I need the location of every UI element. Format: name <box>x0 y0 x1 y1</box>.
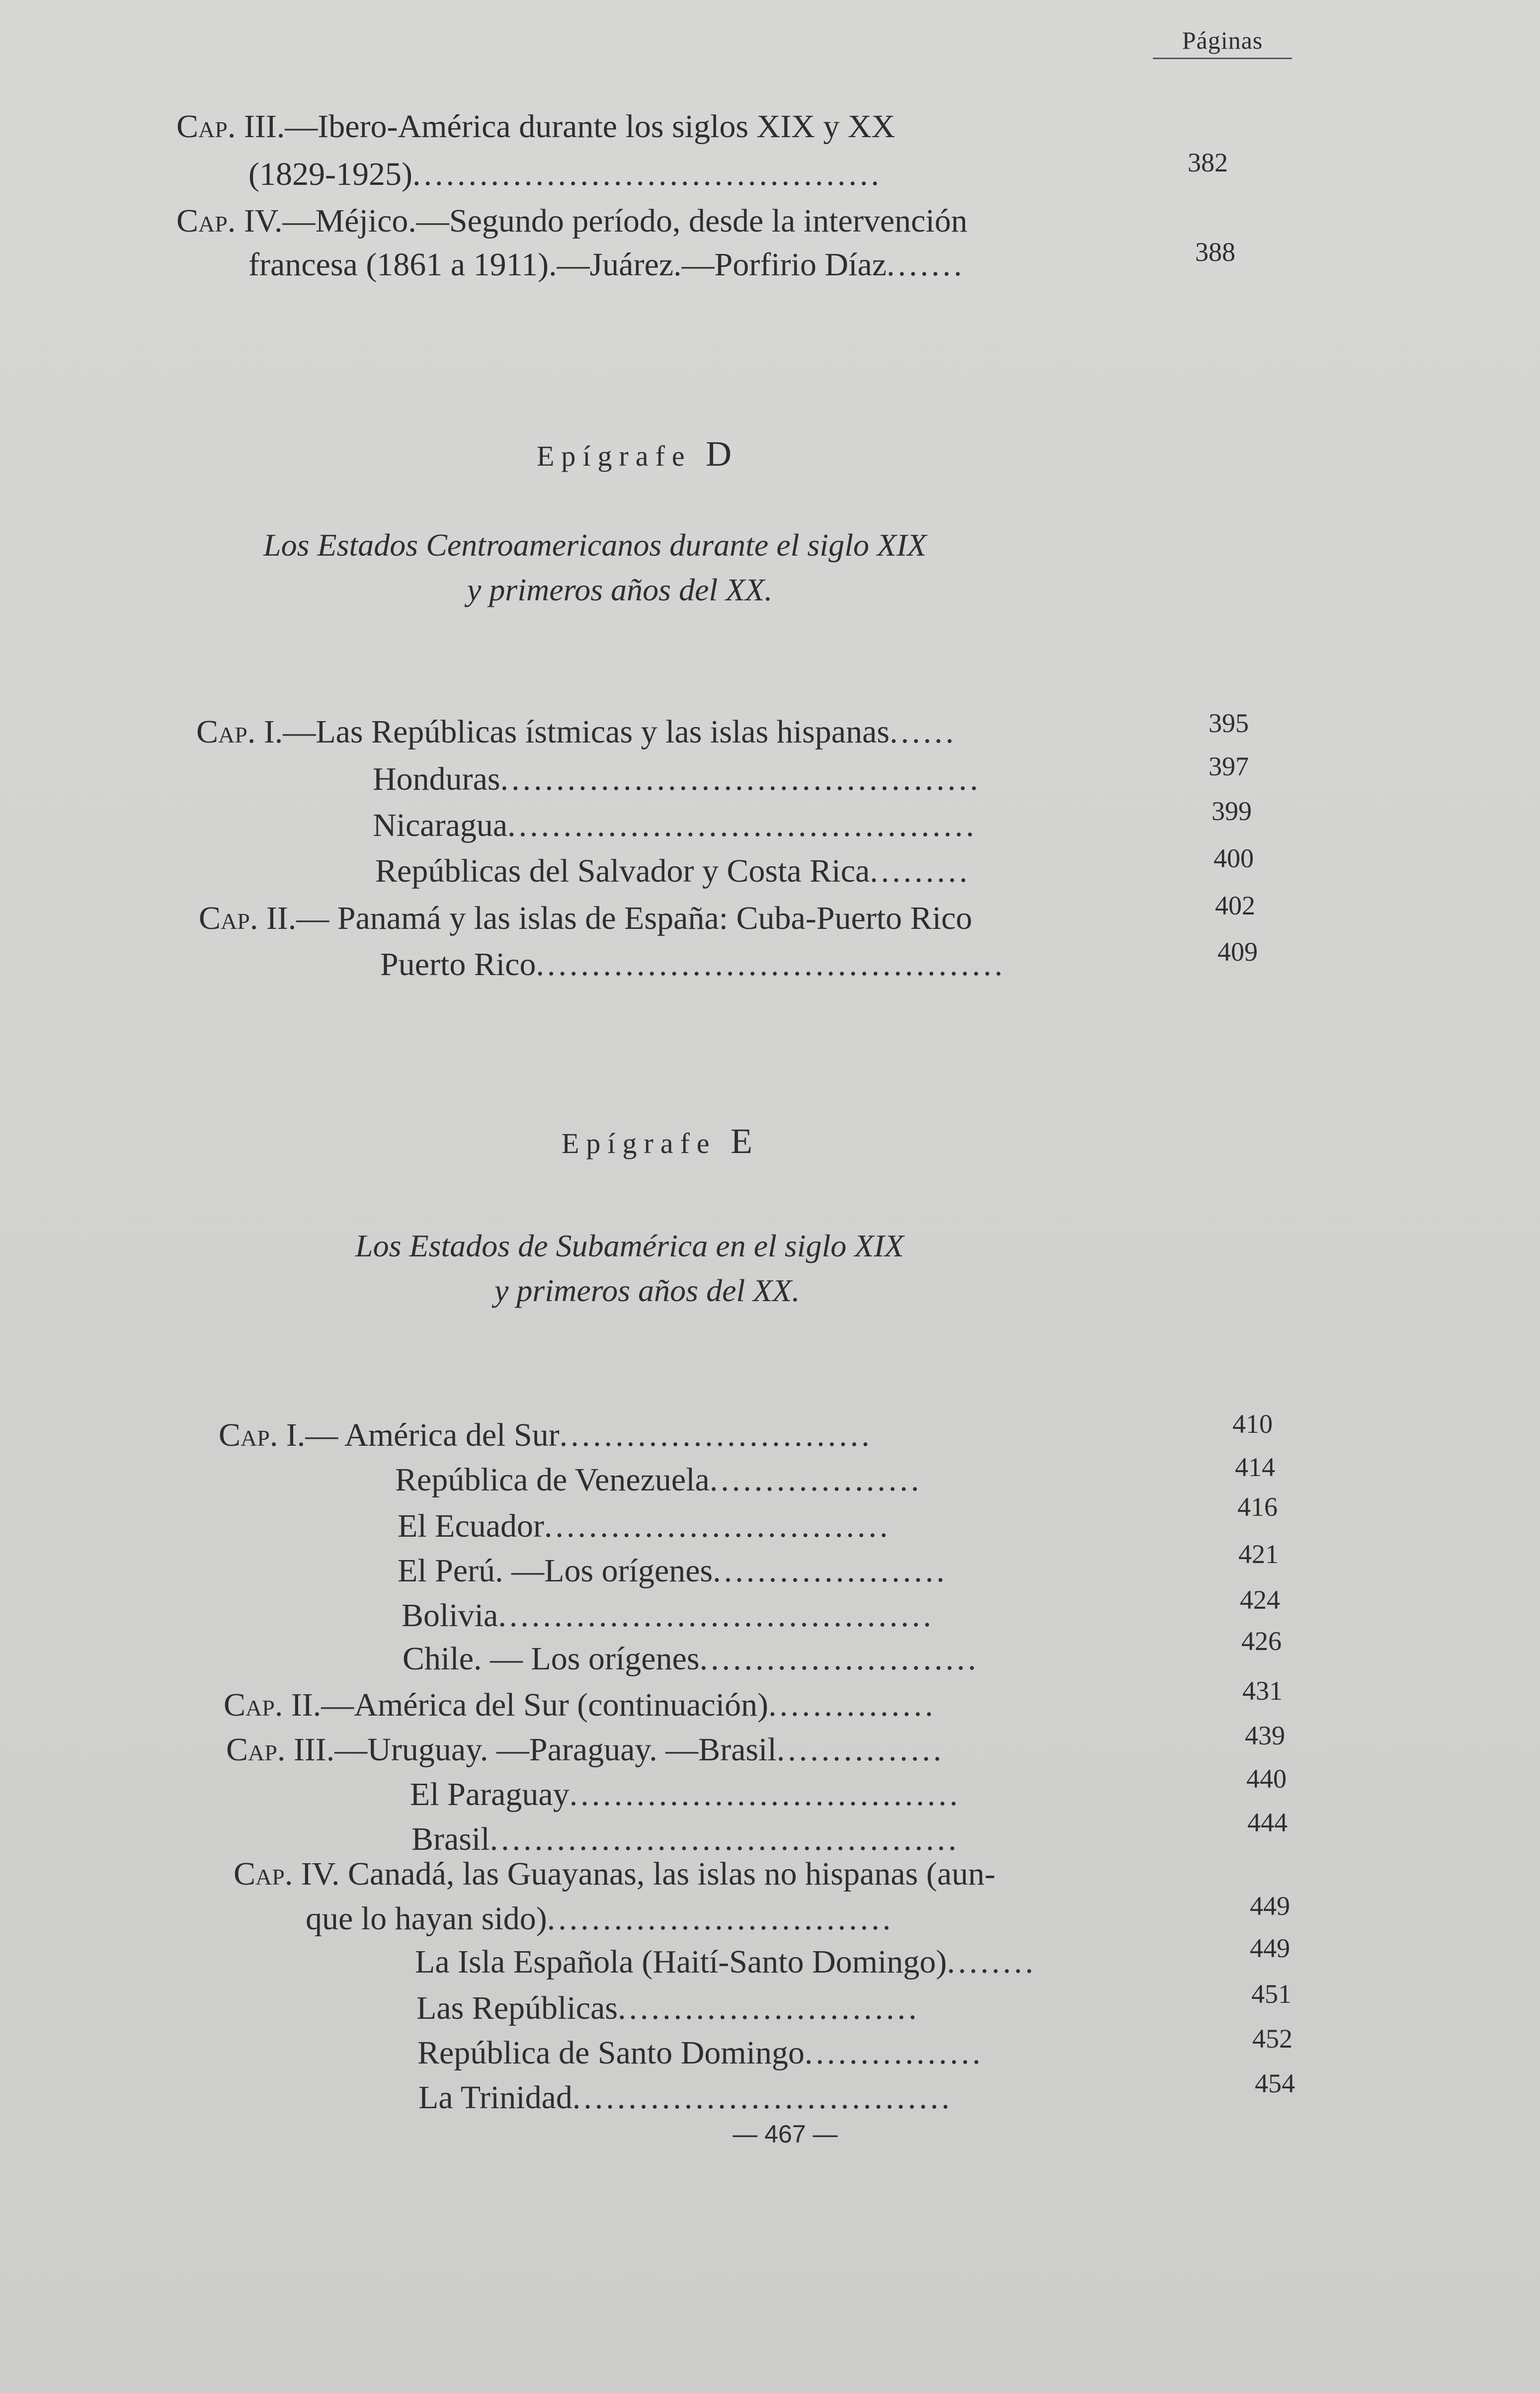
page-number: 440 <box>1246 1764 1287 1794</box>
toc-entry <box>234 1858 995 1891</box>
dot-leader: .......................................... <box>412 156 882 192</box>
dot-leader: .......................................... <box>507 807 977 843</box>
page-number: 416 <box>1237 1492 1278 1522</box>
section-label: Epígrafe <box>537 440 692 472</box>
toc-entry <box>418 2081 953 2114</box>
toc-entry <box>248 158 882 191</box>
toc-entry <box>395 1464 922 1496</box>
page-number: 402 <box>1215 891 1255 920</box>
dot-leader: ............................ <box>559 1417 873 1453</box>
dot-leader: ......................... <box>699 1641 979 1677</box>
entry-title: Nicaragua <box>373 807 508 843</box>
chapter-label: Cap. III. <box>226 1732 335 1768</box>
entry-title: La Trinidad <box>418 2079 572 2116</box>
section-subtitle: y primeros años del XX. <box>467 572 773 607</box>
entry-title: —Las Repúblicas ístmicas y las islas hispanas <box>283 714 890 750</box>
entry-title: Las Repúblicas <box>416 1990 618 2026</box>
toc-entry <box>226 1733 944 1766</box>
entry-title: —Méjico.—Segundo período, desde la intervención <box>282 203 968 239</box>
page-number: 451 <box>1251 1979 1292 2009</box>
dot-leader: ........................................... <box>500 761 981 797</box>
page-number: 449 <box>1250 1891 1290 1921</box>
toc-entry <box>248 248 965 281</box>
entry-title: Bolivia <box>402 1597 498 1634</box>
chapter-label: Cap. III. <box>176 108 285 145</box>
page-number: 399 <box>1212 796 1252 826</box>
page-number: 421 <box>1238 1539 1279 1569</box>
entry-title: El Ecuador <box>398 1508 545 1544</box>
page-number: 395 <box>1209 708 1249 738</box>
page-number: 426 <box>1241 1626 1282 1656</box>
page-number: 431 <box>1242 1676 1283 1706</box>
dot-leader: ................ <box>805 2035 984 2071</box>
section-letter: E <box>730 1121 753 1161</box>
page-number: 424 <box>1240 1585 1280 1615</box>
toc-entry <box>402 1599 934 1632</box>
page-number: 400 <box>1214 843 1254 873</box>
dot-leader: ....... <box>887 247 965 283</box>
page-number: 382 <box>1188 148 1228 177</box>
chapter-label: Cap. IV. <box>176 203 283 239</box>
entry-title: —Ibero-América durante los siglos XIX y XX <box>285 108 895 145</box>
toc-entry <box>176 205 968 238</box>
page-number: 449 <box>1250 1933 1290 1963</box>
section-heading-d <box>537 433 731 475</box>
dot-leader: ....................................... <box>498 1597 934 1634</box>
dot-leader: ..................... <box>713 1553 948 1589</box>
toc-entry <box>199 902 972 935</box>
page-footer-number: — 467 — <box>732 2120 838 2148</box>
section-letter: D <box>706 434 732 474</box>
entry-title: Canadá, las Guayanas, las islas no hispanas (aun- <box>339 1856 996 1892</box>
entry-title: que lo hayan sido) <box>306 1900 547 1937</box>
entry-title: francesa (1861 a 1911).—Juárez.—Porfirio Díaz <box>248 247 887 283</box>
entry-title: Honduras <box>373 761 500 797</box>
toc-entry <box>176 110 895 143</box>
toc-entry <box>403 1643 979 1675</box>
dot-leader: ............... <box>776 1732 945 1768</box>
dot-leader: ................................... <box>569 1776 961 1813</box>
toc-entry <box>373 763 981 796</box>
entry-title: Chile. — Los orígenes <box>403 1641 700 1677</box>
toc-entry <box>415 1946 1036 1979</box>
section-label: Epígrafe <box>562 1127 717 1159</box>
section-subtitle: Los Estados Centroamericanos durante el siglo XIX <box>263 527 927 563</box>
section-heading-e <box>562 1121 752 1162</box>
section-subtitle: Los Estados de Subamérica en el siglo XIX <box>355 1228 904 1263</box>
page-number: 409 <box>1217 937 1258 967</box>
dot-leader: ......... <box>870 853 971 889</box>
dot-leader: .................................. <box>572 2079 953 2116</box>
toc-entry <box>417 2037 983 2069</box>
entry-title: — Panamá y las islas de España: Cuba-Puerto Rico <box>296 900 973 936</box>
section-subtitle: y primeros años del XX. <box>494 1273 800 1308</box>
dot-leader: ............................... <box>547 1900 894 1937</box>
toc-entry <box>398 1555 948 1587</box>
page-number: 410 <box>1232 1409 1273 1439</box>
entry-title: La Isla Española (Haití-Santo Domingo) <box>415 1944 947 1980</box>
page-number: 414 <box>1235 1452 1275 1482</box>
dot-leader: ............................... <box>544 1508 891 1544</box>
toc-entry <box>224 1689 936 1722</box>
dot-leader: .......................................... <box>489 1821 960 1857</box>
dot-leader: ........ <box>947 1944 1037 1980</box>
chapter-label: Cap. II. <box>224 1687 322 1723</box>
page-number: 444 <box>1247 1808 1288 1837</box>
toc-entry <box>398 1510 891 1543</box>
toc-entry <box>380 948 1005 981</box>
chapter-label: Cap. I. <box>219 1417 306 1453</box>
dot-leader: ...... <box>890 714 957 750</box>
chapter-label: Cap. I. <box>196 714 283 750</box>
dot-leader: ........................... <box>618 1990 920 2026</box>
entry-title: Brasil <box>411 1821 490 1857</box>
toc-entry <box>373 809 977 842</box>
dot-leader: .......................................... <box>536 946 1006 983</box>
entry-title: (1829-1925) <box>248 156 412 192</box>
chapter-label: Cap. IV. <box>234 1856 340 1892</box>
page-number: 452 <box>1252 2024 1293 2054</box>
entry-title: —Uruguay. —Paraguay. —Brasil <box>334 1732 777 1768</box>
toc-entry <box>416 1992 920 2025</box>
toc-entry <box>196 716 957 748</box>
toc-entry <box>375 855 971 888</box>
entry-title: Puerto Rico <box>380 946 536 983</box>
entry-title: —América del Sur (continuación) <box>321 1687 769 1723</box>
toc-entry <box>411 1823 960 1856</box>
toc-entry <box>219 1419 873 1452</box>
page-number: 454 <box>1255 2068 1295 2098</box>
dot-leader: ............... <box>768 1687 936 1723</box>
toc-entry <box>410 1778 961 1811</box>
page-number: 439 <box>1245 1721 1285 1750</box>
entry-title: Repúblicas del Salvador y Costa Rica <box>375 853 870 889</box>
entry-title: — América del Sur <box>305 1417 560 1453</box>
chapter-label: Cap. II. <box>199 900 297 936</box>
toc-entry <box>306 1902 893 1935</box>
pages-column-label: Páginas <box>1153 26 1292 59</box>
entry-title: El Perú. —Los orígenes <box>398 1553 713 1589</box>
dot-leader: ................... <box>709 1462 922 1498</box>
entry-title: República de Venezuela <box>395 1462 710 1498</box>
entry-title: El Paraguay <box>410 1776 569 1813</box>
entry-title: República de Santo Domingo <box>417 2035 805 2071</box>
page-number: 397 <box>1209 751 1249 781</box>
page-number: 388 <box>1195 237 1235 267</box>
